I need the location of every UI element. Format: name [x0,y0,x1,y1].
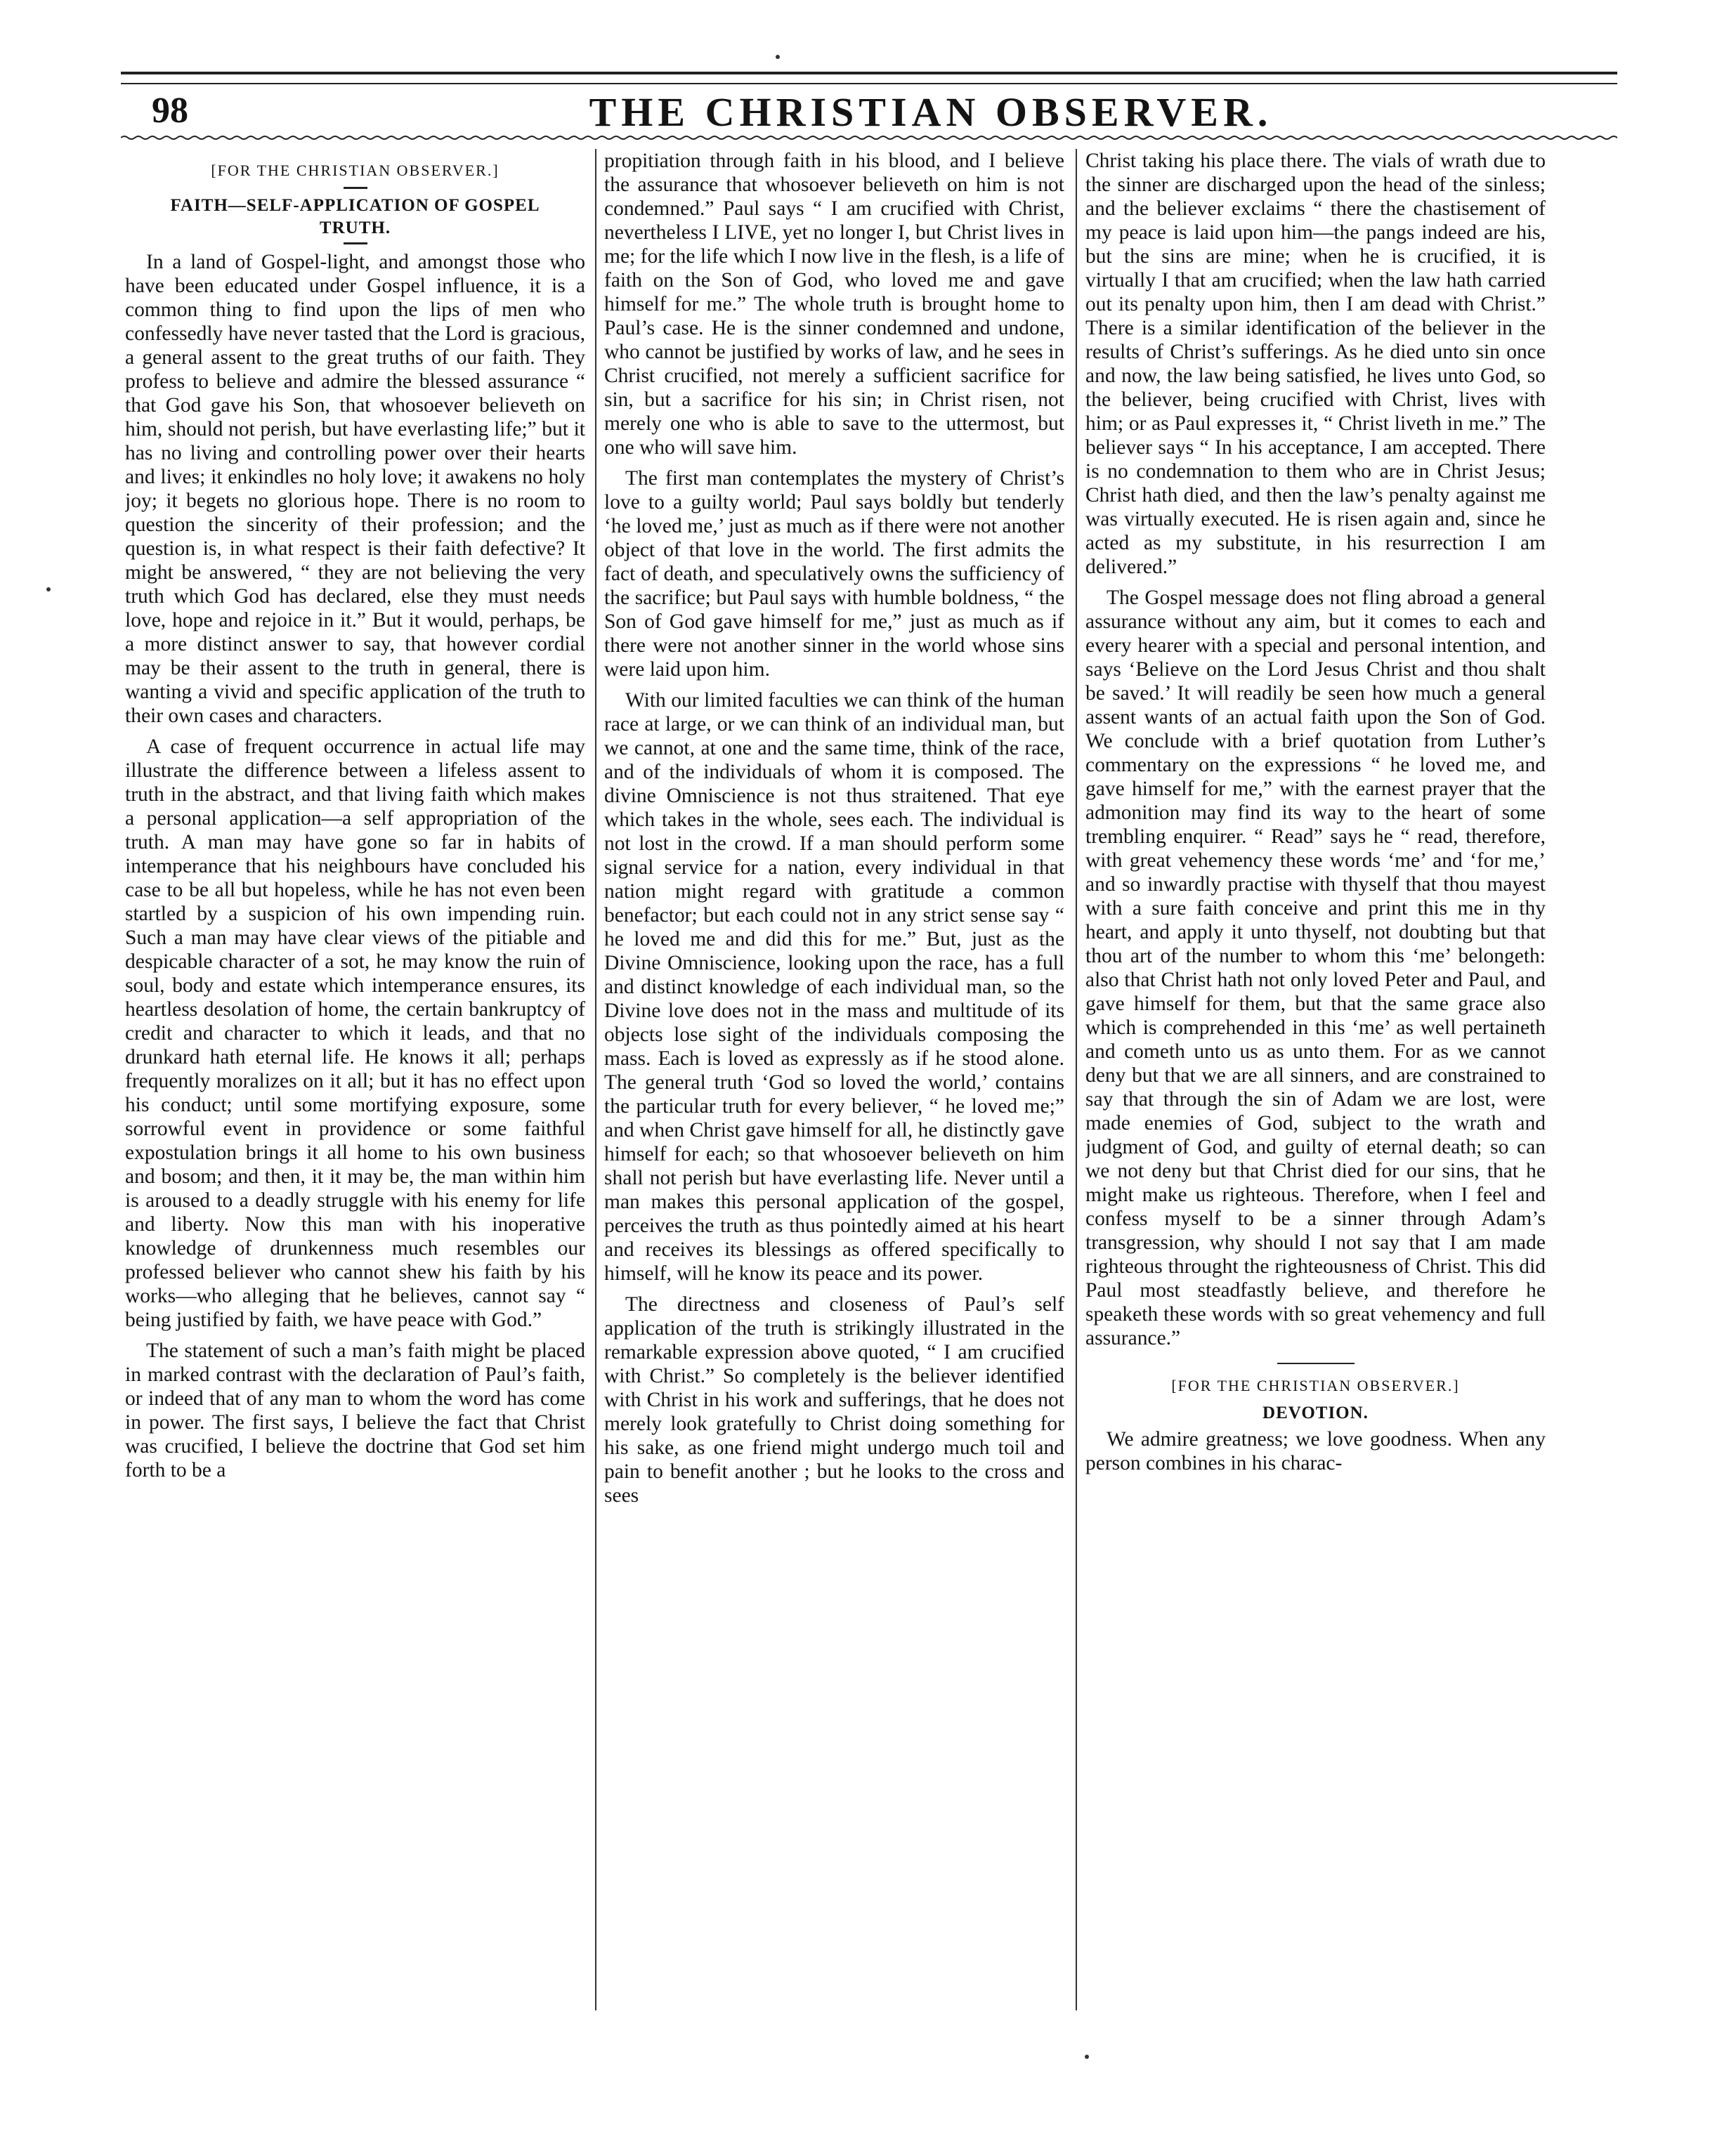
paragraph: A case of frequent occurrence in actual life may illustrate the difference between a lifeless assent to truth in the abstract, and that living faith which makes a personal application—a self appropriation of the truth. A man may have gone so far in habits of intemperance that his neighbours have concluded his case to be all but hopeless, while he has not even been startled by a suspicion of his own impending ruin. Such a man may have clear views of the pitiable and despicable character of a sot, he may know the ruin of soul, body and estate which intemperance ensures, its heartless desolation of home, the certain bankruptcy of credit and character to which it leads, and that no drunkard hath eternal life. He knows it all; perhaps frequently moralizes on it all; but it has no effect upon his conduct; until some mortifying exposure, some sorrowful event in providence or some faithful expostulation brings it all home to his own business and bosom; and then, it it may be, the man within him is aroused to a deadly struggle with his enemy for life and liberty. Now this man with his inoperative knowledge of drunkenness much resembles our professed believer who cannot shew his faith by his works—who alleging that he believes, cannot say “ being justified by faith, we have peace with God.” [125,735,585,1331]
column-divider [1076,149,1077,2010]
article-byline: [FOR THE CHRISTIAN OBSERVER.] [1171,1377,1460,1394]
paragraph-continued: propitiation through faith in his blood, and I believe the assurance that whosoever believeth on him is not condemned.” Paul says “ I am crucified with Christ, nevertheless I LIVE, yet no longer I, but Christ lives in me; for the life which I now live in the flesh, is a life of faith on the Son of God, who loved me and gave himself for me.” The whole truth is brought home to Paul’s case. He is the sinner condemned and undone, who cannot be justified by works of law, and he sees in Christ crucified, not merely a sufficient sacrifice for sin, but a sacrifice for his sin; in Christ risen, not merely one who is able to save to the uttermost, but one who will save him. [604,150,1064,459]
dash-ornament [344,242,367,244]
paragraph: The first man contemplates the mystery of Christ’s love to a guilty world; Paul says boldly but tenderly ‘he loved me,’ just as much as if there were not another object of that love in the world. The first admits the fact of death, and speculatively owns the sufficiency of the sacrifice; but Paul says with humble boldness, “ the Son of God gave himself for me,” just as much as if there were not another sinner in the world whose sins were laid upon him. [604,467,1064,681]
paragraph: The statement of such a man’s faith might be placed in marked contrast with the declaration of Paul’s faith, or indeed that of any man to whom the word has come in power. The first says, I believe the fact that Christ was crucified, I believe the doctrine that God set him forth to be a [125,1340,585,1481]
print-speck [1085,2055,1089,2059]
paragraph: With our limited faculties we can think of the human race at large, or we can think of an individual man, but we cannot, at one and the same time, think of the race, and of the individuals of whom it is composed. The divine Omniscience is not thus straitened. That eye which takes in the whole, sees each. The individual is not lost in the crowd. If a man should perform some signal service for a nation, every individual in that nation might regard with gratitude a common benefactor; but each could not in any strict sense say “ he loved me and did this for me.” But, just as the Divine Omniscience, looking upon the race, has a full and distinct knowledge of each individual man, so the Divine love does not in the mass and multitude of its objects lose sight of the individuals composing the mass. Each is loved as expressly as if he stood alone. The general truth ‘God so loved the world,’ contains the particular truth for every believer, “ he loved me;” and when Christ gave himself for all, he distinctly gave himself for each; so that whosoever believeth on him shall not perish but have everlasting life. Never until a man makes this personal application of the gospel, perceives the truth as thus pointedly aimed at his heart and receives its blessings as offered specifically to himself, will he know its peace and its power. [604,689,1064,1285]
paragraph: We admire greatness; we love goodness. When any person combines in his charac- [1085,1428,1546,1474]
print-speck [776,55,780,59]
paragraph-continued: Christ taking his place there. The vials of wrath due to the sinner are discharged upon the head of the sinless; and the believer exclaims “ there the chastisement of my peace is laid upon him—the pangs indeed are his, but the sins are mine; when he is crucified, it is virtually I that am crucified; when the law hath carried out its penalty upon him, then I am dead with Christ.” There is a similar identification of the believer in the results of Christ’s sufferings. As he died unto sin once and now, the law being satisfied, he lives unto God, so the believer, being crucified with Christ, lives with him; or as Paul expresses it, “ Christ liveth in me.” The believer says “ In his acceptance, I am accepted. There is no condemnation to them who are in Christ Jesus; Christ hath died, and then the law’s penalty against me was virtually executed. He is risen again and, since he acted as my substitute, in his resurrection I am delivered.” [1085,150,1546,578]
paragraph: The directness and closeness of Paul’s self application of the truth is strikingly illustrated in the remarkable expression above quoted, “ I am crucified with Christ.” So completely is the believer identified with Christ in his work and sufferings, that he does not merely look gratefully to Christ doing something for his sake, as one friend might undergo much toil and pain to benefit another ; but he looks to the cross and sees [604,1293,1064,1507]
page-number: 98 [152,91,188,131]
column-divider [595,149,596,2010]
column-1 [125,149,585,2039]
top-rule-thin [121,83,1617,84]
column-3 [1085,149,1546,2039]
paragraph: In a land of Gospel-light, and amongst those who have been educated under Gospel influence, it is a common thing to find upon the lips of men who confessedly have never tasted that the Lord is gracious, a general assent to the great truths of our faith. They profess to believe and admire the blessed assurance “ that God gave his Son, that whosoever believeth on him, should not perish, but have everlasting life;” but it has no living and controlling power over their hearts and lives; it enkindles no holy love; it awakens no holy joy; it begets no glorious hope. There is no room to question the sincerity of their profession; and the question is, in what respect is their faith defective? It might be answered, “ they are not believing the very truth which God has declared, else they must needs love, hope and rejoice in it.” But it would, perhaps, be a more distinct answer to say, that however cordial may be their assent to the truth in general, there is wanting a vivid and specific application of the truth to their own cases and characters. [125,251,585,727]
paragraph: The Gospel message does not fling abroad a general assurance without any aim, but it comes to each and every hearer with a special and personal intention, and says ‘Believe on the Lord Jesus Christ and thou shalt be saved.’ It will readily be seen how much a general assent wants of an actual faith upon the Son of God. We conclude with a brief quotation from Luther’s commentary on the expressions “ he loved me, and gave himself for me,” with the earnest prayer that the admonition may find its way to the heart of some trembling enquirer. “ Read” says he “ read, therefore, with great vehemency these words ‘me’ and ‘for me,’ and so inwardly practise with thyself that thou mayest with a sure faith conceive and print this me in thy heart, and apply it unto thyself, not doubting but that thou art of the number to whom this ‘me’ belongeth: also that Christ hath not only loved Peter and Paul, and gave himself for them, but that the same grace also which is comprehended in this ‘me’ as well pertaineth and cometh unto us as unto them. For as we cannot deny but that we are all sinners, and are constrained to say that through the sin of Adam we are lost, were made enemies of God, subject to the wrath and judgment of God, and guilty of eternal death; so can we not deny but that Christ died for our sins, that he might make us righteous. Therefore, when I feel and confess myself to be a sinner through Adam’s transgression, why should I not say that I am made righteous throught the righteousness of Christ. This did Paul most steadfastly believe, and therefore he speaketh these words with so great vehemency and full assurance.” [1085,587,1546,1349]
dash-ornament [344,187,367,189]
article-title: DEVOTION. [1262,1403,1369,1422]
section-rule [1277,1363,1355,1364]
column-2 [604,149,1064,2039]
article-title: FAITH—SELF-APPLICATION OF GOSPEL TRUTH. [170,196,540,237]
print-speck [46,587,51,591]
article-byline: [FOR THE CHRISTIAN OBSERVER.] [211,162,500,179]
running-title: THE CHRISTIAN OBSERVER. [589,89,1273,135]
wavy-rule [121,133,1617,142]
top-rule [121,72,1617,74]
